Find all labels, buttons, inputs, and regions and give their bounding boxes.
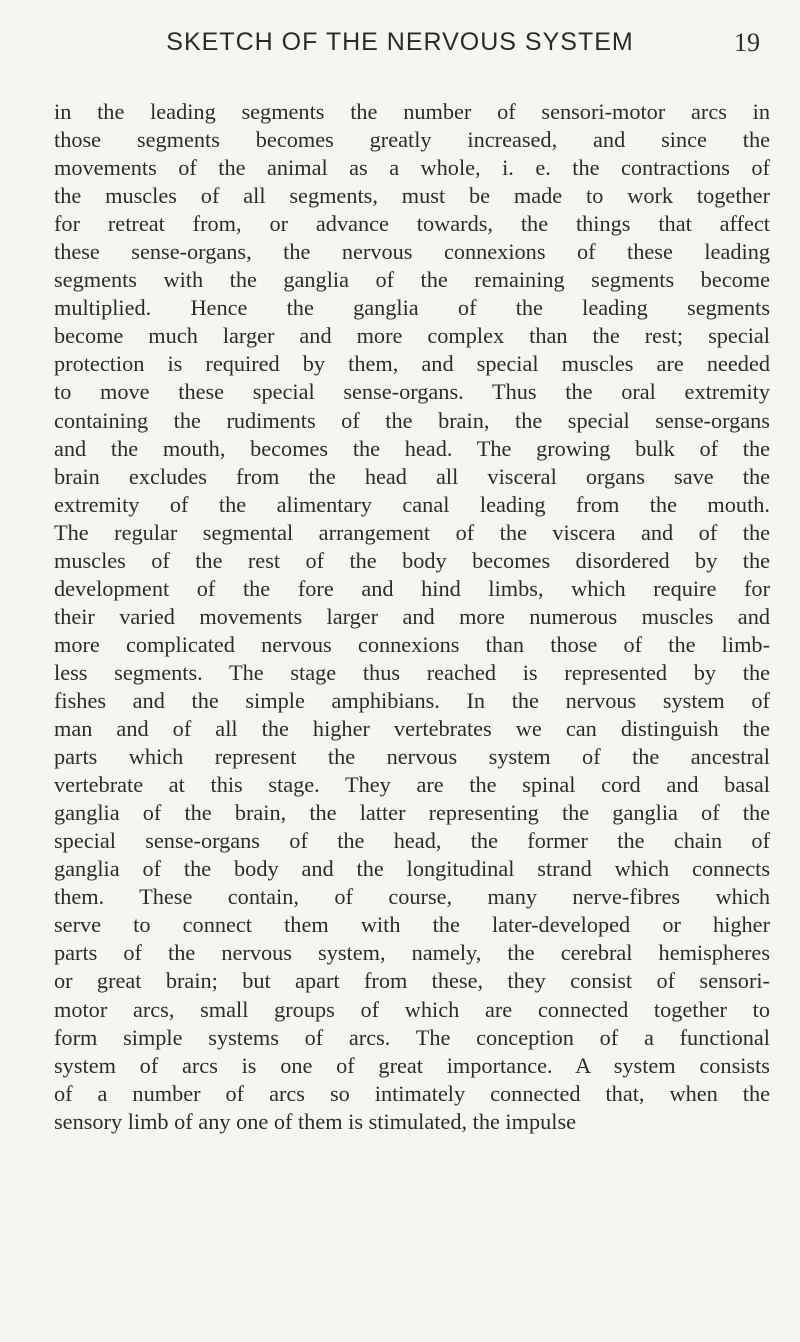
text-line: protection is required by them, and special muscles are needed	[54, 351, 770, 377]
text-line: in the leading segments the number of sensori-motor arcs in	[54, 99, 770, 124]
text-line: these sense-organs, the nervous connexions of these leading	[54, 239, 770, 265]
running-title: SKETCH OF THE NERVOUS SYSTEM	[166, 28, 634, 56]
text-line: the muscles of all segments, must be made to work together	[54, 183, 770, 209]
text-line: movements of the animal as a whole, i. e. the contractions of	[54, 155, 770, 181]
text-line: system of arcs is one of great importance. A system consists	[54, 1052, 770, 1078]
text-line: vertebrate at this stage. They are the spinal cord and basal	[54, 772, 770, 798]
text-line: and the mouth, becomes the head. The growing bulk of the	[54, 435, 770, 461]
text-line: The regular segmental arrangement of the viscera and of the	[54, 519, 770, 545]
text-line: brain excludes from the head all visceral organs save the	[54, 463, 770, 489]
text-line: containing the rudiments of the brain, the special sense-organs	[54, 407, 770, 433]
text-line: motor arcs, small groups of which are connected together to	[54, 996, 770, 1022]
text-line: less segments. The stage thus reached is represented by the	[54, 659, 770, 685]
text-line: serve to connect them with the later-developed or higher	[54, 912, 770, 938]
text-line: to move these special sense-organs. Thus the oral extremity	[54, 379, 770, 405]
text-line: development of the fore and hind limbs, which require for	[54, 575, 770, 601]
text-line: ganglia of the body and the longitudinal strand which connects	[54, 856, 770, 882]
text-line: parts which represent the nervous system of the ancestral	[54, 744, 770, 770]
page-number: 19	[734, 28, 760, 57]
text-line: sensory limb of any one of them is stimulated, the impulse	[54, 1108, 577, 1134]
text-line: parts of the nervous system, namely, the cerebral hemispheres	[54, 940, 770, 966]
text-line: fishes and the simple amphibians. In the nervous system of	[54, 687, 770, 713]
text-line: ganglia of the brain, the latter representing the ganglia of the	[54, 800, 770, 826]
text-line: special sense-organs of the head, the former the chain of	[54, 828, 770, 854]
text-line: or great brain; but apart from these, they consist of sensori-	[54, 968, 770, 994]
text-line: man and of all the higher vertebrates we can distinguish the	[54, 716, 770, 742]
text-line: more complicated nervous connexions than those of the limb-	[54, 631, 770, 657]
body-text	[54, 98, 770, 1136]
text-line: multiplied. Hence the ganglia of the leading segments	[54, 295, 770, 321]
text-line: segments with the ganglia of the remaining segments become	[54, 267, 770, 293]
text-line: muscles of the rest of the body becomes disordered by the	[54, 547, 770, 573]
text-line: their varied movements larger and more numerous muscles and	[54, 603, 770, 629]
text-line: extremity of the alimentary canal leading from the mouth.	[54, 491, 770, 517]
text-line: those segments becomes greatly increased, and since the	[54, 127, 770, 153]
text-line: form simple systems of arcs. The conception of a functional	[54, 1024, 770, 1050]
text-line: them. These contain, of course, many nerve-fibres which	[54, 884, 770, 910]
text-line: become much larger and more complex than the rest; special	[54, 323, 770, 349]
text-line: of a number of arcs so intimately connected that, when the	[54, 1080, 770, 1106]
text-line: for retreat from, or advance towards, the things that affect	[54, 211, 770, 237]
